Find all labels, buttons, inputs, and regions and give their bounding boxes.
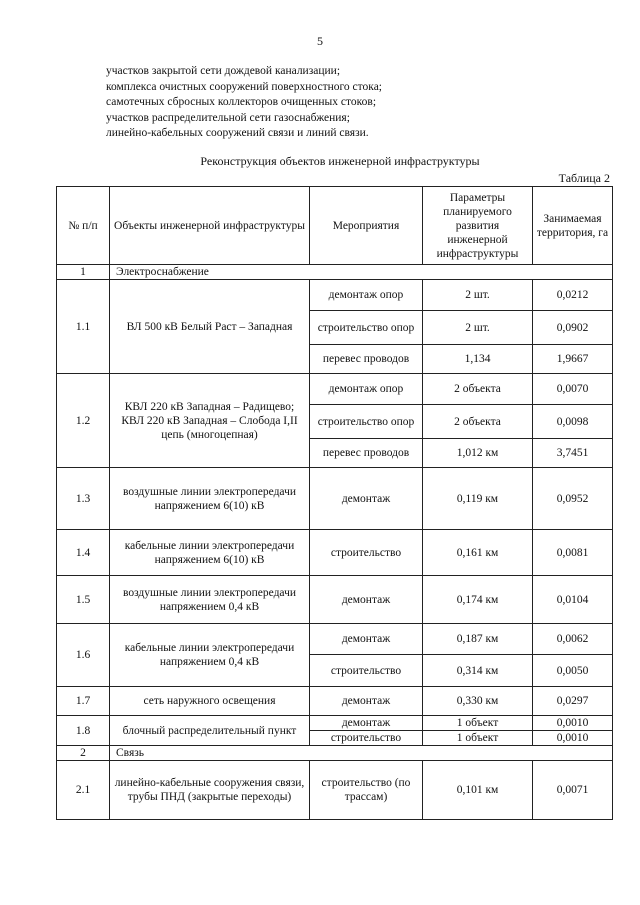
table-row bbox=[57, 624, 613, 655]
section-num: 2 bbox=[57, 746, 110, 761]
table-row bbox=[57, 530, 613, 576]
row-param: 0,314 км bbox=[423, 655, 533, 687]
row-object: кабельные линии электропередачи напряжением 0,4 кВ bbox=[110, 624, 310, 687]
table-header-row bbox=[57, 187, 613, 265]
row-object: КВЛ 220 кВ Западная – Радищево; КВЛ 220 кВ Западная – Слобода I,II цепь (многоцепная) bbox=[110, 374, 310, 468]
row-num: 1.5 bbox=[57, 576, 110, 624]
row-area: 0,0212 bbox=[533, 280, 613, 311]
row-object: блочный распределительный пункт bbox=[110, 716, 310, 746]
table-row bbox=[57, 280, 613, 311]
row-param: 1 объект bbox=[423, 716, 533, 731]
row-area: 3,7451 bbox=[533, 439, 613, 468]
row-object: линейно-кабельные сооружения связи, трубы ПНД (закрытые переходы) bbox=[110, 761, 310, 820]
row-object: воздушные линии электропередачи напряжением 0,4 кВ bbox=[110, 576, 310, 624]
section-row bbox=[57, 746, 613, 761]
table-row bbox=[57, 374, 613, 405]
row-area: 0,0010 bbox=[533, 716, 613, 731]
header-measures: Мероприятия bbox=[310, 187, 423, 265]
header-objects: Объекты инженерной инфраструктуры bbox=[110, 187, 310, 265]
row-measure: перевес проводов bbox=[310, 345, 423, 374]
table-label: Таблица 2 bbox=[558, 171, 610, 185]
row-measure: перевес проводов bbox=[310, 439, 423, 468]
table-row bbox=[57, 576, 613, 624]
row-param: 2 объекта bbox=[423, 405, 533, 439]
list-item: самотечных сбросных коллекторов очищенных стоков; bbox=[106, 96, 377, 108]
row-measure: строительство (по трассам) bbox=[310, 761, 423, 820]
row-object: сеть наружного освещения bbox=[110, 687, 310, 716]
row-param: 0,119 км bbox=[423, 468, 533, 530]
row-num: 1.8 bbox=[57, 716, 110, 746]
row-measure: демонтаж bbox=[310, 687, 423, 716]
row-measure: строительство bbox=[310, 731, 423, 746]
section-row bbox=[57, 265, 613, 280]
list-item: комплекса очистных сооружений поверхностного стока; bbox=[106, 80, 382, 93]
row-area: 0,0081 bbox=[533, 530, 613, 576]
header-area: Занимаемая территория, га bbox=[533, 187, 613, 265]
row-measure: демонтаж bbox=[310, 716, 423, 731]
row-measure: демонтаж опор bbox=[310, 374, 423, 405]
table-row bbox=[57, 468, 613, 530]
row-param: 0,330 км bbox=[423, 687, 533, 716]
row-measure: строительство опор bbox=[310, 405, 423, 439]
row-num: 1.2 bbox=[57, 374, 110, 468]
row-num: 1.6 bbox=[57, 624, 110, 687]
row-measure: демонтаж bbox=[310, 468, 423, 530]
row-param: 2 шт. bbox=[423, 311, 533, 345]
intro-list bbox=[106, 64, 382, 142]
row-measure: демонтаж bbox=[310, 576, 423, 624]
table-row bbox=[57, 716, 613, 731]
list-item: участков распределительной сети газоснабжения; bbox=[106, 111, 350, 124]
section-num: 1 bbox=[57, 265, 110, 280]
row-object: кабельные линии электропередачи напряжением 6(10) кВ bbox=[110, 530, 310, 576]
row-measure: строительство bbox=[310, 655, 423, 687]
header-params: Параметры планируемого развития инженерной инфраструктуры bbox=[423, 187, 533, 265]
row-area: 0,0010 bbox=[533, 731, 613, 746]
row-area: 0,0297 bbox=[533, 687, 613, 716]
section-name: Связь bbox=[110, 746, 613, 761]
row-param: 1,134 bbox=[423, 345, 533, 374]
row-area: 0,0050 bbox=[533, 655, 613, 687]
section-name: Электроснабжение bbox=[110, 265, 613, 280]
row-area: 0,0902 bbox=[533, 311, 613, 345]
table-row bbox=[57, 687, 613, 716]
list-item: линейно-кабельных сооружений связи и линий связи. bbox=[106, 127, 369, 139]
row-param: 1,012 км bbox=[423, 439, 533, 468]
row-area: 0,0098 bbox=[533, 405, 613, 439]
row-param: 0,161 км bbox=[423, 530, 533, 576]
row-area: 0,0062 bbox=[533, 624, 613, 655]
list-item: участков закрытой сети дождевой канализации; bbox=[106, 65, 341, 77]
row-area: 1,9667 bbox=[533, 345, 613, 374]
row-param: 2 шт. bbox=[423, 280, 533, 311]
row-area: 0,0104 bbox=[533, 576, 613, 624]
row-area: 0,0952 bbox=[533, 468, 613, 530]
row-object: воздушные линии электропередачи напряжением 6(10) кВ bbox=[110, 468, 310, 530]
row-param: 0,174 км bbox=[423, 576, 533, 624]
header-num: № п/п bbox=[57, 187, 110, 265]
table-row bbox=[57, 761, 613, 820]
row-object: ВЛ 500 кВ Белый Раст – Западная bbox=[110, 280, 310, 374]
row-measure: демонтаж опор bbox=[310, 280, 423, 311]
row-measure: строительство bbox=[310, 530, 423, 576]
row-param: 0,187 км bbox=[423, 624, 533, 655]
row-area: 0,0071 bbox=[533, 761, 613, 820]
table-title: Реконструкция объектов инженерной инфраструктуры bbox=[200, 154, 480, 168]
row-measure: демонтаж bbox=[310, 624, 423, 655]
row-num: 2.1 bbox=[57, 761, 110, 820]
row-param: 0,101 км bbox=[423, 761, 533, 820]
row-param: 2 объекта bbox=[423, 374, 533, 405]
page-number: 5 bbox=[317, 34, 323, 48]
row-area: 0,0070 bbox=[533, 374, 613, 405]
row-measure: строительство опор bbox=[310, 311, 423, 345]
row-num: 1.3 bbox=[57, 468, 110, 530]
row-num: 1.1 bbox=[57, 280, 110, 374]
row-param: 1 объект bbox=[423, 731, 533, 746]
row-num: 1.7 bbox=[57, 687, 110, 716]
infrastructure-table bbox=[56, 186, 613, 820]
row-num: 1.4 bbox=[57, 530, 110, 576]
